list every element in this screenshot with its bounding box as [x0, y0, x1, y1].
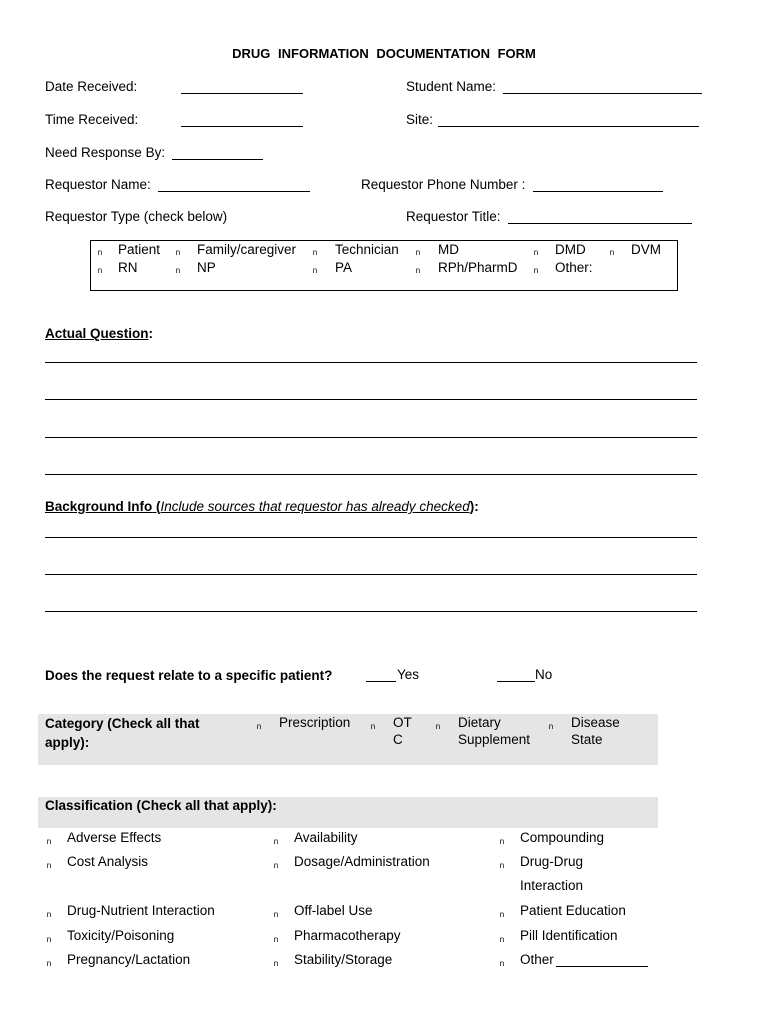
category-label-line2: apply): — [45, 735, 90, 750]
question-line-2[interactable] — [45, 399, 697, 400]
date-received-field[interactable] — [181, 80, 303, 94]
no-label: No — [535, 667, 553, 682]
checkbox-otc[interactable]: n — [370, 722, 376, 731]
requestor-title-field[interactable] — [508, 210, 692, 224]
checkbox-cost-analysis[interactable]: n — [46, 861, 52, 870]
option-rn: RN — [118, 260, 138, 275]
classification-item: Interaction — [520, 878, 584, 893]
requestor-name-field[interactable] — [158, 178, 310, 192]
actual-question-header — [45, 326, 153, 342]
classification-item: Cost Analysis — [67, 854, 149, 869]
checkbox-other[interactable]: n — [533, 266, 539, 275]
checkbox-md[interactable]: n — [415, 248, 421, 257]
yes-blank[interactable] — [366, 668, 396, 682]
checkbox-rn[interactable]: n — [97, 266, 103, 275]
classification-label: Classification (Check all that apply): — [45, 798, 277, 813]
requestor-title-label: Requestor Title: — [406, 209, 501, 224]
specific-patient-question: Does the request relate to a specific patient? — [45, 668, 333, 683]
classification-item: Pregnancy/Lactation — [67, 952, 191, 967]
requestor-type-label: Requestor Type (check below) — [45, 209, 228, 224]
classification-item: Drug-Nutrient Interaction — [67, 903, 215, 918]
requestor-phone-field[interactable] — [533, 178, 663, 192]
checkbox-pharmacotherapy[interactable]: n — [273, 935, 279, 944]
classification-item: Dosage/Administration — [294, 854, 430, 869]
background-instructions: Include sources that requestor has already checked — [160, 499, 470, 514]
other-classification-field[interactable] — [556, 953, 648, 967]
classification-item: Toxicity/Poisoning — [67, 928, 175, 943]
checkbox-availability[interactable]: n — [273, 837, 279, 846]
checkbox-np[interactable]: n — [175, 266, 181, 275]
checkbox-drug-nutrient[interactable]: n — [46, 910, 52, 919]
checkbox-dietary[interactable]: n — [435, 722, 441, 731]
option-prescription: Prescription — [279, 715, 351, 730]
question-line-4[interactable] — [45, 474, 697, 475]
option-patient: Patient — [118, 242, 161, 257]
classification-item: Patient Education — [520, 903, 626, 918]
option-dietary-line2: Supplement — [458, 732, 531, 747]
checkbox-adverse-effects[interactable]: n — [46, 837, 52, 846]
classification-item: Pill Identification — [520, 928, 618, 943]
checkbox-drug-drug[interactable]: n — [499, 861, 505, 870]
checkbox-rph[interactable]: n — [415, 266, 421, 275]
option-dietary-line1: Dietary — [458, 715, 501, 730]
checkbox-toxicity[interactable]: n — [46, 935, 52, 944]
requestor-name-label: Requestor Name: — [45, 177, 151, 192]
checkbox-off-label[interactable]: n — [273, 910, 279, 919]
option-otc-line2: C — [393, 732, 403, 747]
classification-item: Pharmacotherapy — [294, 928, 401, 943]
student-name-label: Student Name: — [406, 79, 497, 94]
need-response-label: Need Response By: — [45, 145, 166, 160]
question-line-3[interactable] — [45, 437, 697, 438]
checkbox-pregnancy[interactable]: n — [46, 959, 52, 968]
background-close: ): — [469, 499, 479, 514]
yes-label: Yes — [397, 667, 420, 682]
checkbox-dvm[interactable]: n — [609, 248, 615, 257]
no-blank[interactable] — [497, 668, 535, 682]
actual-question-colon: : — [148, 326, 154, 341]
checkbox-compounding[interactable]: n — [499, 837, 505, 846]
option-otc-line1: OT — [393, 715, 412, 730]
classification-item: Off-label Use — [294, 903, 373, 918]
option-rph: RPh/PharmD — [438, 260, 518, 275]
other-type-field[interactable] — [555, 277, 639, 291]
option-dvm: DVM — [631, 242, 661, 257]
option-other: Other: — [555, 260, 593, 275]
time-received-label: Time Received: — [45, 112, 139, 127]
background-line-3[interactable] — [45, 611, 697, 612]
checkbox-pa[interactable]: n — [312, 266, 318, 275]
checkbox-pill-identification[interactable]: n — [499, 935, 505, 944]
student-name-field[interactable] — [503, 80, 702, 94]
background-header — [45, 499, 479, 515]
checkbox-patient[interactable]: n — [97, 248, 103, 257]
checkbox-stability[interactable]: n — [273, 959, 279, 968]
classification-item: Other — [520, 952, 554, 967]
option-family: Family/caregiver — [197, 242, 297, 257]
checkbox-family[interactable]: n — [175, 248, 181, 257]
option-technician: Technician — [335, 242, 399, 257]
need-response-field[interactable] — [172, 146, 263, 160]
checkbox-technician[interactable]: n — [312, 248, 318, 257]
site-field[interactable] — [438, 113, 699, 127]
time-received-field[interactable] — [181, 113, 303, 127]
classification-item: Stability/Storage — [294, 952, 393, 967]
question-line-1[interactable] — [45, 362, 697, 363]
form-title: DRUG INFORMATION DOCUMENTATION FORM — [232, 46, 536, 61]
category-label-line1: Category (Check all that — [45, 716, 200, 731]
classification-item: Adverse Effects — [67, 830, 162, 845]
background-line-2[interactable] — [45, 574, 697, 575]
classification-item: Drug-Drug — [520, 854, 584, 869]
checkbox-dmd[interactable]: n — [533, 248, 539, 257]
option-disease-line2: State — [571, 732, 603, 747]
option-pa: PA — [335, 260, 353, 275]
checkbox-patient-education[interactable]: n — [499, 910, 505, 919]
classification-item: Availability — [294, 830, 358, 845]
site-label: Site: — [406, 112, 434, 127]
actual-question-label: Actual Question — [45, 326, 149, 341]
background-label: Background Info — [45, 499, 153, 514]
option-md: MD — [438, 242, 459, 257]
option-np: NP — [197, 260, 216, 275]
date-received-label: Date Received: — [45, 79, 138, 94]
requestor-phone-label: Requestor Phone Number : — [361, 177, 526, 192]
background-open-paren: ( — [156, 499, 161, 514]
classification-item: Compounding — [520, 830, 605, 845]
checkbox-dosage[interactable]: n — [273, 861, 279, 870]
option-dmd: DMD — [555, 242, 586, 257]
option-disease-line1: Disease — [571, 715, 620, 730]
checkbox-other-classification[interactable]: n — [499, 959, 505, 968]
checkbox-disease[interactable]: n — [548, 722, 554, 731]
checkbox-prescription[interactable]: n — [256, 722, 262, 731]
background-line-1[interactable] — [45, 537, 697, 538]
